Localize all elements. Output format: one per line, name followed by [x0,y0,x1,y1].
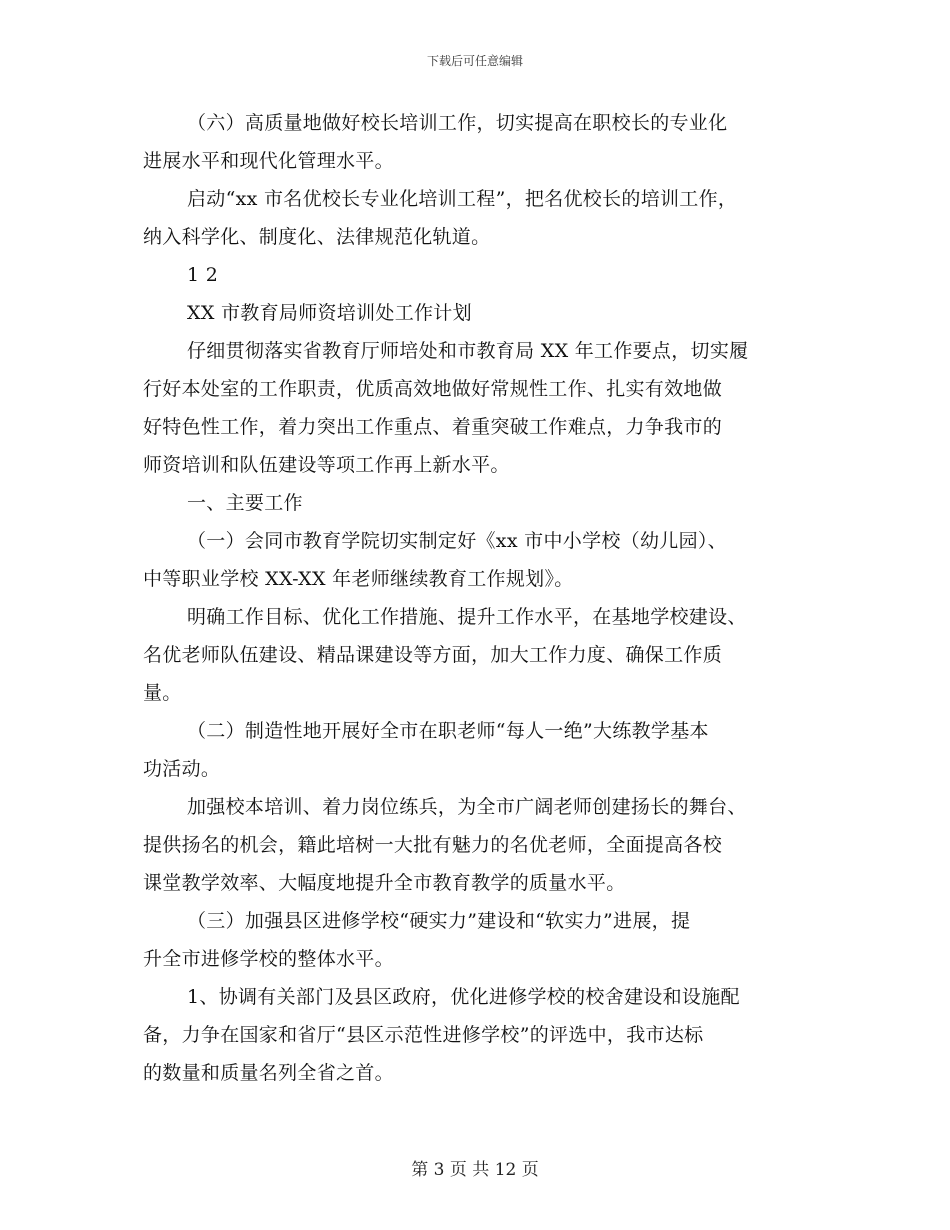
text-line: 纳入科学化、制度化、法律规范化轨道。 [143,226,491,248]
page-header: 下载后可任意编辑 [426,54,523,68]
text-line: 1、协调有关部门及县区政府，优化进修学校的校舍建设和设施配 [187,986,740,1008]
text-line: 启动“xx 市名优校长专业化培训工程”，把名优校长的培训工作， [187,188,738,210]
text-line: 课堂教学效率、大幅度地提升全市教育教学的质量水平。 [143,872,626,894]
text-line: 1 2 [187,264,219,286]
document-body [143,104,813,1092]
text-line: 的数量和质量名列全省之首。 [143,1062,394,1084]
text-line: 中等职业学校 XX-XX 年老师继续教育工作规划》。 [143,568,574,590]
text-line: 师资培训和队伍建设等项工作再上新水平。 [143,454,510,476]
text-line: （六）高质量地做好校长培训工作，切实提高在职校长的专业化 [187,112,728,134]
section-heading: 一、主要工作 [187,492,303,514]
text-line: 功活动。 [143,758,221,780]
text-line: （二）制造性地开展好全市在职老师“每人一绝”大练教学基本 [187,720,709,742]
text-line: 仔细贯彻落实省教育厅师培处和市教育局 XX 年工作要点，切实履 [187,340,749,362]
text-line: 行好本处室的工作职责，优质高效地做好常规性工作、扎实有效地做 [143,378,723,400]
text-line: （三）加强县区进修学校“硬实力”建设和“软实力”进展，提 [187,910,691,932]
document-title: XX 市教育局师资培训处工作计划 [187,302,472,324]
text-line: （一）会同市教育学院切实制定好《xx 市中小学校（幼儿园）、 [187,530,727,552]
text-line: 提供扬名的机会，籍此培树一大批有魅力的名优老师，全面提高各校 [143,834,723,856]
text-line: 明确工作目标、优化工作措施、提升工作水平，在基地学校建设、 [187,606,747,628]
text-line: 名优老师队伍建设、精品课建设等方面，加大工作力度、确保工作质 [143,644,723,666]
page-number-footer: 第 3 页 共 12 页 [411,1160,539,1180]
text-line: 进展水平和现代化管理水平。 [143,150,394,172]
text-line: 好特色性工作，着力突出工作重点、着重突破工作难点，力争我市的 [143,416,723,438]
text-line: 量。 [143,682,182,704]
text-line: 升全市进修学校的整体水平。 [143,948,394,970]
text-line: 加强校本培训、着力岗位练兵，为全市广阔老师创建扬长的舞台、 [187,796,747,818]
text-line: 备，力争在国家和省厅“县区示范性进修学校”的评选中，我市达标 [143,1024,704,1046]
